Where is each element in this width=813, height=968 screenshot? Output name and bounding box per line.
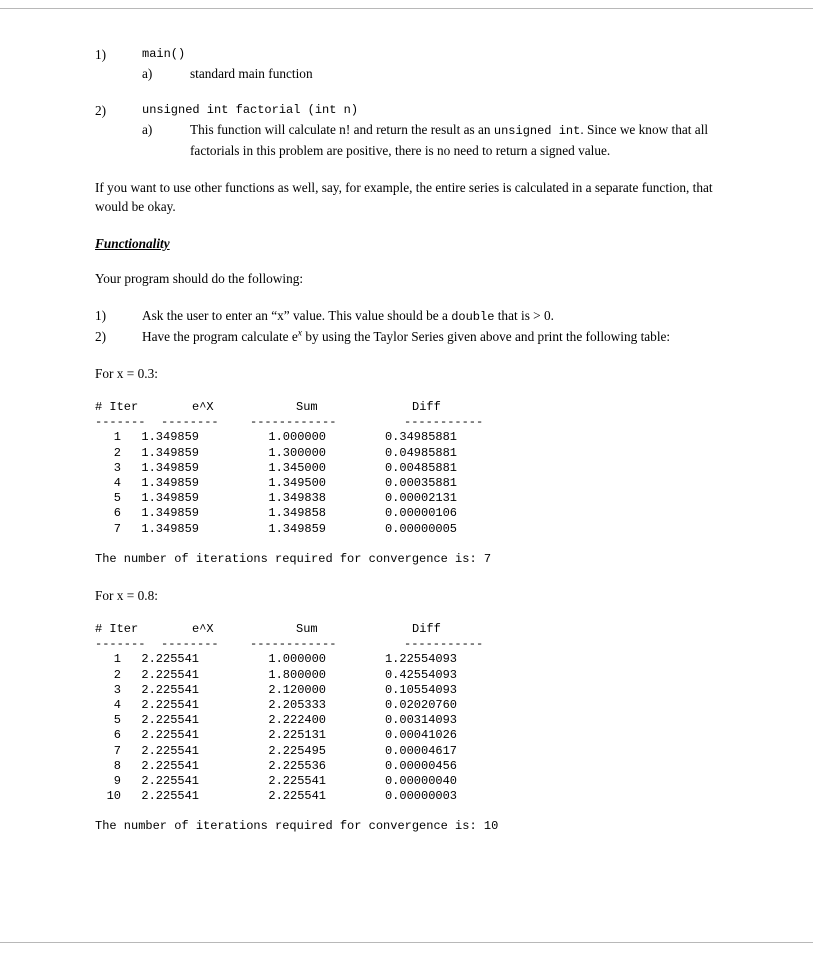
- cell-sum: 2.225541: [268, 774, 326, 789]
- cell-iter: 10: [106, 789, 121, 804]
- cell-diff: 0.00035881: [384, 476, 457, 491]
- list-number: 1): [95, 47, 107, 62]
- inline-code-unsigned-int: unsigned int: [493, 124, 581, 138]
- cell-diff: 0.10554093: [384, 682, 457, 697]
- list-subitem: [95, 120, 713, 160]
- col-header-iter: # Iter: [95, 622, 139, 637]
- cell-diff: 0.02020760: [384, 698, 457, 713]
- cell-sum: 1.349500: [268, 476, 326, 491]
- cell-ex: 2.225541: [141, 667, 199, 682]
- cell-iter: 5: [113, 491, 121, 506]
- separator-dashes: -------: [95, 415, 146, 430]
- paragraph-program-should: Your program should do the following:: [95, 271, 304, 286]
- table-header-row: [95, 622, 713, 637]
- list-letter: a): [142, 122, 153, 137]
- cell-diff: 0.00000040: [384, 774, 457, 789]
- list-number: 2): [95, 103, 107, 118]
- convergence-note-x-0-3: The number of iterations required for convergence is: 7: [95, 551, 492, 566]
- steps-list: [95, 306, 713, 346]
- list-item: [95, 101, 713, 120]
- cell-ex: 2.225541: [141, 789, 199, 804]
- cell-sum: 1.000000: [268, 652, 326, 667]
- cell-iter: 2: [113, 445, 121, 460]
- cell-ex: 1.349859: [141, 521, 199, 536]
- step-item-2: [95, 327, 713, 346]
- list-letter: a): [142, 66, 153, 81]
- cell-ex: 1.349859: [141, 430, 199, 445]
- subitem-text-post: . Since we know that all factorials in this problem are positive, there is no need to return a signed value.: [190, 122, 709, 158]
- cell-sum: 2.225131: [268, 728, 326, 743]
- subitem-text-pre: This function will calculate n! and return the result as an: [190, 122, 494, 137]
- cell-ex: 1.349859: [141, 460, 199, 475]
- cell-iter: 6: [113, 506, 121, 521]
- table-row: [95, 728, 713, 743]
- table-row: [95, 506, 713, 521]
- cell-diff: 0.34985881: [384, 430, 457, 445]
- cell-iter: 6: [113, 728, 121, 743]
- cell-ex: 1.349859: [141, 476, 199, 491]
- section-heading-functionality: Functionality: [95, 236, 170, 251]
- cell-iter: 5: [113, 713, 121, 728]
- function-item-factorial: [95, 101, 713, 160]
- table-row: [95, 668, 713, 683]
- cell-diff: 1.22554093: [384, 652, 457, 667]
- cell-iter: 8: [113, 758, 121, 773]
- step-text: [142, 327, 713, 346]
- cell-sum: 2.225536: [268, 758, 326, 773]
- cell-iter: 7: [113, 521, 121, 536]
- cell-ex: 2.225541: [141, 698, 199, 713]
- separator-dashes: -----------: [404, 415, 484, 430]
- table-row: [95, 446, 713, 461]
- cell-diff: 0.00485881: [384, 460, 457, 475]
- col-header-diff: Diff: [412, 622, 441, 637]
- table-row: [95, 683, 713, 698]
- convergence-note-x-0-8: The number of iterations required for convergence is: 10: [95, 819, 499, 834]
- iteration-table-x-0-8: [95, 622, 713, 804]
- cell-ex: 2.225541: [141, 758, 199, 773]
- cell-sum: 1.349858: [268, 506, 326, 521]
- table-row: [95, 789, 713, 804]
- table-row: [95, 491, 713, 506]
- cell-diff: 0.42554093: [384, 667, 457, 682]
- table-row: [95, 774, 713, 789]
- example1-label: For x = 0.3:: [95, 366, 158, 381]
- cell-diff: 0.00041026: [384, 728, 457, 743]
- step-text: [142, 306, 713, 327]
- table-row: [95, 652, 713, 667]
- list-subitem: [95, 64, 713, 83]
- col-header-ex: e^X: [192, 400, 214, 414]
- table-row: [95, 476, 713, 491]
- subitem-text: [190, 120, 713, 160]
- cell-iter: 1: [113, 652, 121, 667]
- cell-ex: 2.225541: [141, 682, 199, 697]
- cell-iter: 3: [113, 682, 121, 697]
- cell-diff: 0.00000456: [384, 758, 457, 773]
- cell-sum: 1.349859: [268, 521, 326, 536]
- cell-ex: 2.225541: [141, 743, 199, 758]
- step-text-pre: Ask the user to enter an “x” value. This value should be a: [142, 308, 452, 323]
- cell-ex: 2.225541: [141, 713, 199, 728]
- cell-diff: 0.00002131: [384, 491, 457, 506]
- list-number: 1): [95, 308, 107, 323]
- cell-ex: 1.349859: [141, 506, 199, 521]
- step-text-post: by using the Taylor Series given above and print the following table:: [302, 329, 671, 344]
- inline-code-double: double: [451, 310, 495, 324]
- cell-sum: 1.000000: [268, 430, 326, 445]
- cell-diff: 0.04985881: [384, 445, 457, 460]
- paragraph-other-functions: If you want to use other functions as well, say, for example, the entire series is calculated in a separate function, that would be okay.: [95, 180, 713, 214]
- cell-sum: 2.225495: [268, 743, 326, 758]
- cell-diff: 0.00000003: [384, 789, 457, 804]
- separator-dashes: -----------: [404, 637, 484, 652]
- table-row: [95, 461, 713, 476]
- cell-iter: 7: [113, 743, 121, 758]
- col-header-ex: e^X: [192, 622, 214, 637]
- function-signature-factorial: unsigned int factorial (int n): [142, 103, 359, 117]
- cell-diff: 0.00004617: [384, 743, 457, 758]
- function-signature-main: main(): [142, 47, 186, 61]
- cell-sum: 2.205333: [268, 698, 326, 713]
- cell-sum: 2.225541: [268, 789, 326, 804]
- table-row: [95, 759, 713, 774]
- col-header-sum: Sum: [296, 400, 318, 414]
- cell-ex: 1.349859: [141, 445, 199, 460]
- table-row: [95, 522, 713, 537]
- cell-iter: 3: [113, 460, 121, 475]
- cell-iter: 1: [113, 430, 121, 445]
- cell-ex: 1.349859: [141, 491, 199, 506]
- step-item-1: [95, 306, 713, 327]
- separator-dashes: ------------: [250, 637, 337, 652]
- step-text-pre: Have the program calculate e: [142, 329, 298, 344]
- cell-diff: 0.00000005: [384, 521, 457, 536]
- cell-sum: 1.300000: [268, 445, 326, 460]
- cell-iter: 4: [113, 698, 121, 713]
- table-separator-row: [95, 415, 713, 430]
- cell-ex: 2.225541: [141, 774, 199, 789]
- table-row: [95, 430, 713, 445]
- cell-sum: 1.800000: [268, 667, 326, 682]
- cell-sum: 1.345000: [268, 460, 326, 475]
- superscript-x: x: [297, 328, 303, 339]
- function-item-main: [95, 45, 713, 83]
- cell-sum: 1.349838: [268, 491, 326, 506]
- page-top-border: [0, 8, 813, 9]
- col-header-iter: # Iter: [95, 400, 139, 414]
- table-separator-row: [95, 637, 713, 652]
- separator-dashes: --------: [161, 415, 219, 430]
- cell-sum: 2.120000: [268, 682, 326, 697]
- document-content: [95, 45, 713, 854]
- table-row: [95, 698, 713, 713]
- table-row: [95, 713, 713, 728]
- iteration-table-x-0-3: [95, 400, 713, 537]
- cell-iter: 2: [113, 667, 121, 682]
- separator-dashes: ------------: [250, 415, 337, 430]
- list-item: [95, 45, 713, 64]
- page-bottom-border: [0, 942, 813, 943]
- separator-dashes: -------: [95, 637, 146, 652]
- table-header-row: [95, 400, 713, 415]
- cell-diff: 0.00000106: [384, 506, 457, 521]
- list-number: 2): [95, 329, 107, 344]
- cell-ex: 2.225541: [141, 652, 199, 667]
- col-header-sum: Sum: [296, 622, 318, 637]
- example2-label: For x = 0.8:: [95, 588, 158, 604]
- subitem-text: standard main function: [190, 66, 313, 81]
- cell-ex: 2.225541: [141, 728, 199, 743]
- col-header-diff: Diff: [412, 400, 441, 414]
- cell-sum: 2.222400: [268, 713, 326, 728]
- cell-diff: 0.00314093: [384, 713, 457, 728]
- cell-iter: 9: [113, 774, 121, 789]
- cell-iter: 4: [113, 476, 121, 491]
- table-row: [95, 744, 713, 759]
- step-text-post: that is > 0.: [494, 308, 554, 323]
- separator-dashes: --------: [161, 637, 219, 652]
